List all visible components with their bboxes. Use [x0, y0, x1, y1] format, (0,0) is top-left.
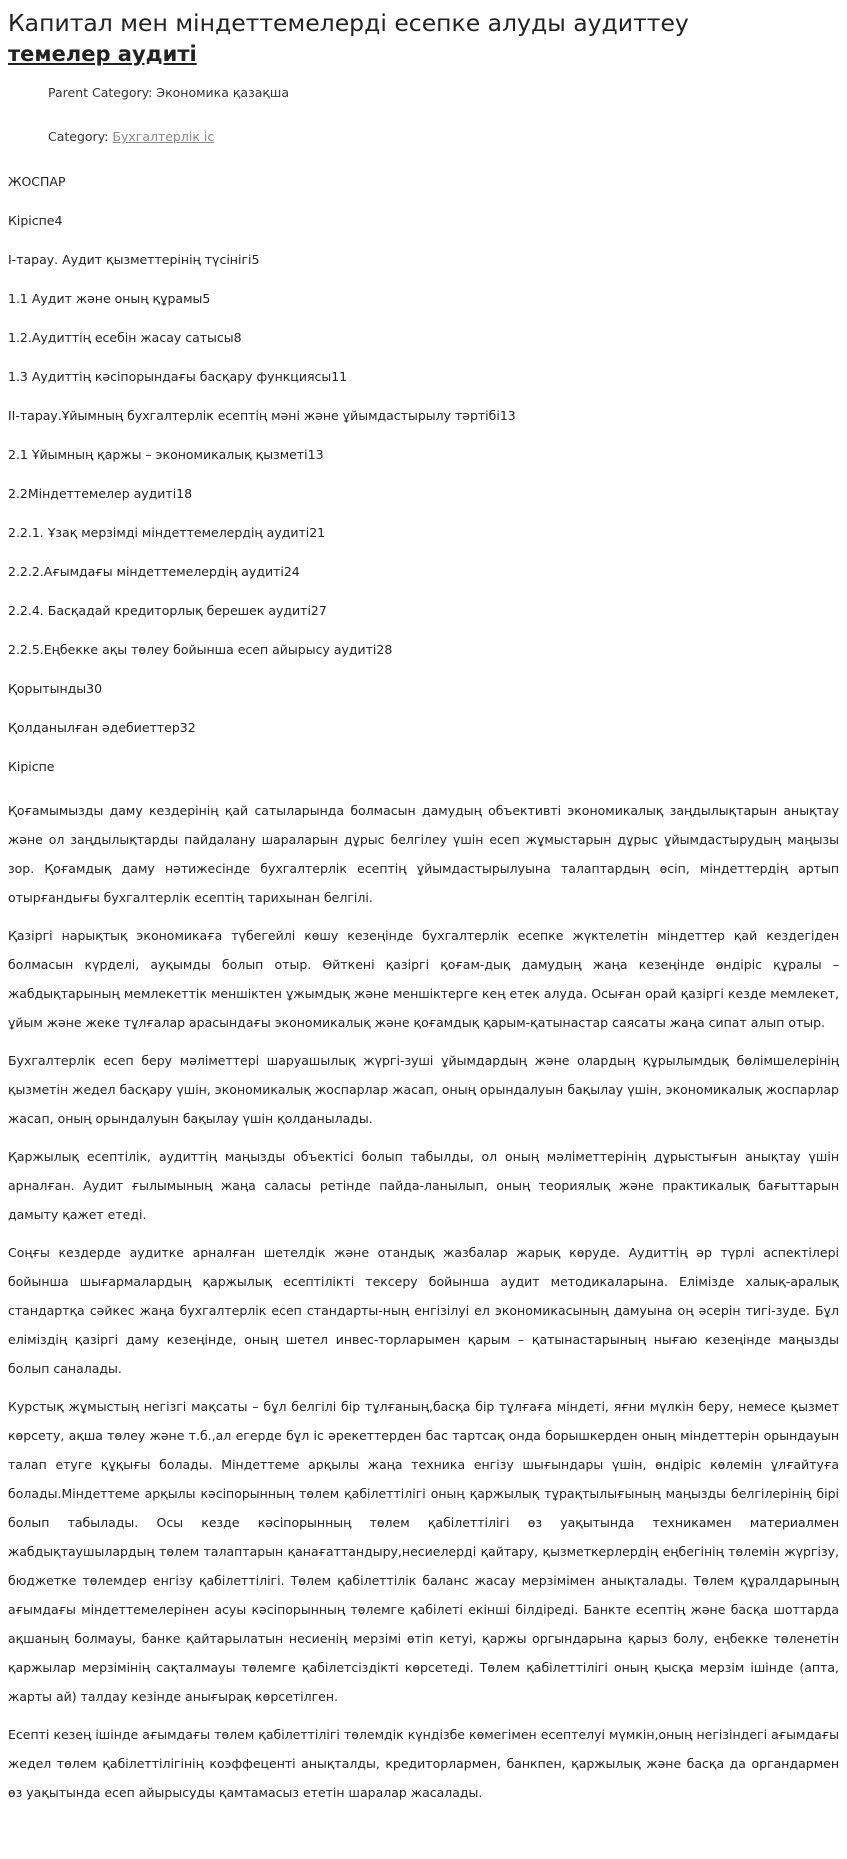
parent-category [48, 84, 839, 102]
article-subtitle: темелер аудиті [8, 42, 197, 66]
toc-item: 2.2.1. Ұзақ мерзімді міндеттемелердің аудиті21 [8, 525, 326, 540]
category-label: Category: [48, 129, 113, 144]
intro-paragraph: Курстық жұмыстың негізгі мақсаты – бұл белгілі бір тұлғаның,басқа бір тұлғаға міндеті, яғни мүлкін беру, немесе қызмет көрсету, ақша төлеу және т.б.,ал егерде бұл іс әрекеттерден бас тартсақ онда борышкерден оның міндеттерін орындауын талап етуге құқығы болады. Міндеттеме арқылы жаңа техника енгізу шығындары үшін, өндіріс көлемін ұлғайтуға болады.Міндеттеме арқылы кәсіпорынның төлем қабілеттілігі оның қаржылық тұрақтылығының маңызды белгілерінің бірі болып табылады. Осы кезде кәсіпорынның төлем қабілеттілігі өз уақытында техникамен материалмен жабдықтаушылардың төлем талаптарын қанағаттандыру,несиелерді қайтару, қызметкерлердің еңбегінің төлемін жүргізу, бюджетке төлемдер енгізу қабілеттілігі. Төлем қабілеттілік баланс жасау мерзімімен анықталады. Төлем құралдарының ағымдағы міндеттемелерінен асуы кәсіпорынның төлемге қабілеті екінші білдіреді. Банкте есептің және басқа шоттарда ақшаның болмауы, банке қайтарылатын несиенің мерзімі өтіп кетуі, қаржы оргындарына қарыз болу, еңбекке төленетін қаржылар мерзімінің сақталмауы төлемге қабілетсіздікті көрсетеді. Төлем қабілеттілігі оның қысқа мерзім ішінде (апта, жарты ай) талдау кезінде анығырақ көрсетілген. [8, 1399, 839, 1704]
toc-item: Қорытынды30 [8, 681, 103, 696]
parent-category-label: Parent Category: [48, 85, 157, 100]
toc-item: Кіріспе4 [8, 213, 63, 228]
toc-item: ІІ-тарау.Ұйымның бухгалтерлік есептің мәні және ұйымдастырылу тәртібі13 [8, 408, 516, 423]
toc-item: 2.1 Ұйымның қаржы – экономикалық қызметі13 [8, 447, 324, 462]
intro-paragraph: Қаржылық есептілік, аудиттің маңызды объектісі болып табылды, ол оның мәліметтерінің дұрыстығын анықтау үшін арналған. Аудит ғылымының жаңа саласы ретінде пайда-ланылып, оның теориялық және практикалық бағыттарын дамыту қажет етеді. [8, 1149, 839, 1222]
toc-item: 1.2.Аудиттің есебін жасау сатысы8 [8, 330, 242, 345]
toc-item: Қолданылған әдебиеттер32 [8, 720, 196, 735]
intro-paragraph: Бухгалтерлік есеп беру мәліметтері шаруашылық жүргі-зуші ұйымдардың және олардың құрылымдық бөлімшелерінің қызметін жедел басқару үшін, экономикалық жоспарлар жасап, оның орындалуын бақылау үшін, экономикалық жоспарлар жасап, оның орындалуын бақылау үшін қолданылады. [8, 1053, 839, 1126]
toc-item: 2.2Міндеттемелер аудиті18 [8, 486, 193, 501]
toc-item: 2.2.2.Ағымдағы міндеттемелердің аудиті24 [8, 564, 300, 579]
intro-paragraph: Есепті кезең ішінде ағымдағы төлем қабілеттілігі төлемдік күндізбе көмегімен есептелуі мүмкін,оның негізіндегі ағымдағы жедел төлем қабілеттілігінің коэффеценті анықталды, кредиторлармен, банкпен, қаржылық және басқа да органдармен өз уақытында есеп айырысуды қамтамасыз ететін шаралар жасалады. [8, 1727, 839, 1800]
toc-item: 1.1 Аудит және оның құрамы5 [8, 291, 211, 306]
intro-paragraph: Қоғамымызды даму кездерінің қай сатыларында болмасын дамудың объективті экономикалық заңдылықтарын анықтау және ол заңдылықтарды пайдалану шараларын дұрыс белгілеу үшін есеп жұмыстарын дұрыс ұйымдастырудың маңызы зор. Қоғамдық даму нәтижесінде бухгалтерлік есептің ұйымдастырылуына талаптардың өсіп, міндеттердің артып отырғандығы бухгалтерлік есептің тарихынан белгілі. [8, 803, 839, 905]
toc-item: 1.3 Аудиттің кәсіпорындағы басқару функциясы11 [8, 369, 348, 384]
toc-heading: ЖОСПАР [8, 174, 66, 189]
toc-item: 2.2.5.Еңбекке ақы төлеу бойынша есеп айырысу аудиті28 [8, 642, 393, 657]
intro-heading: Кіріспе [8, 759, 55, 774]
article-title: Капитал мен міндеттемелерді есепке алуды аудиттеу [8, 9, 689, 37]
intro-paragraph: Соңғы кездерде аудитке арналған шетелдік және отандық жазбалар жарық көруде. Аудиттің әр түрлі аспектілері бойынша шығармалардың қаржылық есептілікті тексеру бойынша аудит методикаларына. Елімізде халық-аралық стандартқа сәйкес жаңа бухгалтерлік есеп стандарты-ның енгізілуі ел экономикасының дамуына оң әсерін тигі-зуде. Бұл еліміздің қазіргі даму кезеңінде, оның шетел инвес-торларымен қарым – қатынастарының нығаю кезеңінде маңызды болып саналады. [8, 1245, 839, 1376]
parent-category-value: Экономика қазақша [156, 85, 290, 100]
category-link[interactable]: Бухгалтерлік іс [112, 129, 215, 144]
toc-item: І-тарау. Аудит қызметтерінің түсінігі5 [8, 252, 260, 267]
intro-paragraph: Қазіргі нарықтық экономикаға түбегейлі көшу кезеңінде бухгалтерлік есепке жүктелетін міндеттер қай кездегіден болмасын күрделі, ауқымды болып отыр. Өйткені қазіргі қоғам-дық дамудың жаңа кезеңінде өндіріс құралы – жабдықтарының мемлекеттік меншіктен ұжымдық және меншіктерге кең етек алуда. Осыған орай қазіргі кезде мемлекет, ұйым және жеке тұлғалар арасындағы экономикалық және қоғамдық қарым-қатынастар саясаты жаңа сипат алып отыр. [8, 928, 839, 1030]
toc-item: 2.2.4. Басқадай кредиторлық берешек аудиті27 [8, 603, 327, 618]
category [48, 128, 839, 146]
article-content [8, 172, 839, 1807]
